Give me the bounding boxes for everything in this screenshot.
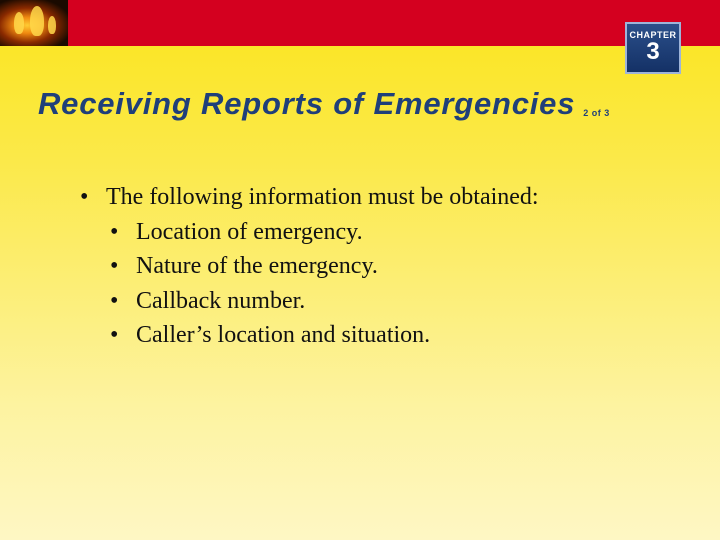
sub-bullet-item [110,284,539,319]
sub-bullet-list [80,215,539,353]
chapter-badge [625,22,681,74]
chapter-label: CHAPTER [629,30,677,40]
flame-shape [48,16,56,34]
slide-content [80,180,539,353]
bullet-dot-icon: • [110,322,119,348]
flame-shape [30,6,44,36]
sub-bullet-item [110,215,539,250]
slide-title [38,86,610,122]
sub-bullet-item [110,249,539,284]
sub-bullet-item [110,318,539,353]
bullet-dot-icon: • [110,218,119,245]
sub-bullet-text: Location of emergency. [136,218,363,245]
sub-bullet-text: Caller’s location and situation. [136,322,431,348]
sub-bullet-text: Callback number. [136,287,306,314]
fire-photo-image [0,0,68,46]
chapter-number: 3 [646,38,660,65]
bullet-dot-icon: • [110,253,119,279]
flame-shape [14,12,24,34]
bullet-item [80,180,539,215]
top-banner [0,0,720,46]
slide-counter: 2 of 3 [583,108,610,118]
slide-title-text: Receiving Reports of Emergencies [38,86,576,121]
bullet-dot-icon: • [110,287,119,314]
sub-bullet-text: Nature of the emergency. [136,253,378,279]
bullet-text: The following information must be obtained: [106,184,539,210]
bullet-dot-icon: • [80,184,89,210]
